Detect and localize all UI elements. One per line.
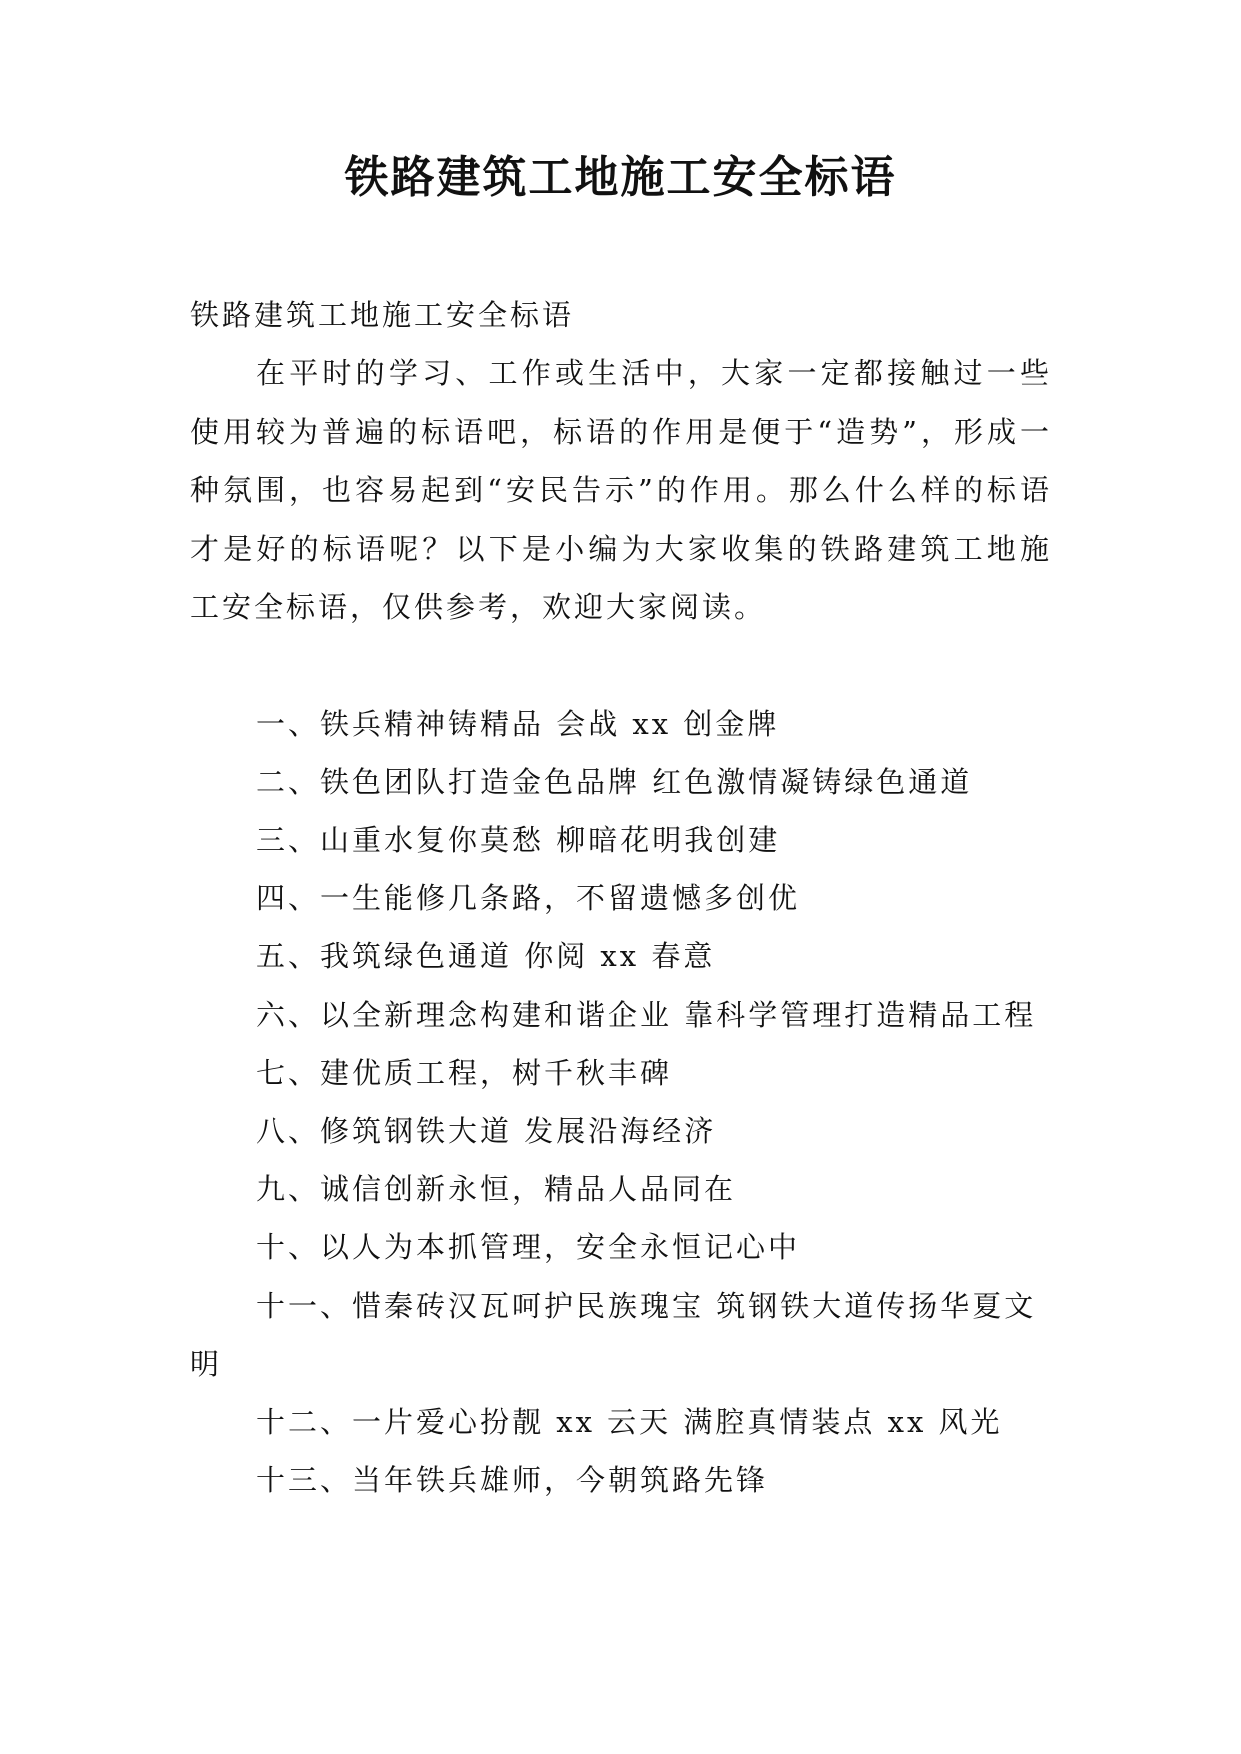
slogan-item: 六、以全新理念构建和谐企业 靠科学管理打造精品工程 [256, 997, 1037, 1032]
slogan-item: 十二、一片爱心扮靓 xx 云天 满腔真情装点 xx 风光 [256, 1404, 1003, 1439]
intro-paragraph: 在平时的学习、工作或生活中，大家一定都接触过一些使用较为普遍的标语吧，标语的作用是便于“造势”，形成一种氛围，也容易起到“安民告示”的作用。那么什么样的标语才是好的标语呢？以下是小编为大家收集的铁路建筑工地施工安全标语，仅供参考，欢迎大家阅读。 [190, 356, 1052, 624]
document-body [190, 286, 1052, 1509]
slogan-item: 一、铁兵精神铸精品 会战 xx 创金牌 [256, 706, 780, 741]
slogan-item: 五、我筑绿色通道 你阅 xx 春意 [256, 939, 716, 974]
document-title: 铁路建筑工地施工安全标语 [344, 152, 897, 203]
slogan-item: 四、一生能修几条路，不留遗憾多创优 [256, 881, 801, 916]
slogan-item: 十一、惜秦砖汉瓦呵护民族瑰宝 筑钢铁大道传扬华夏文明 [190, 1288, 1037, 1381]
slogan-item: 二、铁色团队打造金色品牌 红色激情凝铸绿色通道 [256, 764, 973, 799]
slogan-list [190, 695, 1052, 1510]
slogan-item: 三、山重水复你莫愁 柳暗花明我创建 [256, 822, 781, 857]
slogan-item: 九、诚信创新永恒，精品人品同在 [256, 1172, 737, 1207]
slogan-item: 七、建优质工程，树千秋丰碑 [256, 1055, 673, 1090]
slogan-item: 八、修筑钢铁大道 发展沿海经济 [256, 1113, 717, 1148]
slogan-item: 十三、当年铁兵雄师，今朝筑路先锋 [256, 1463, 769, 1498]
document-subtitle: 铁路建筑工地施工安全标语 [190, 298, 575, 332]
slogan-item: 十、以人为本抓管理，安全永恒记心中 [256, 1230, 801, 1265]
